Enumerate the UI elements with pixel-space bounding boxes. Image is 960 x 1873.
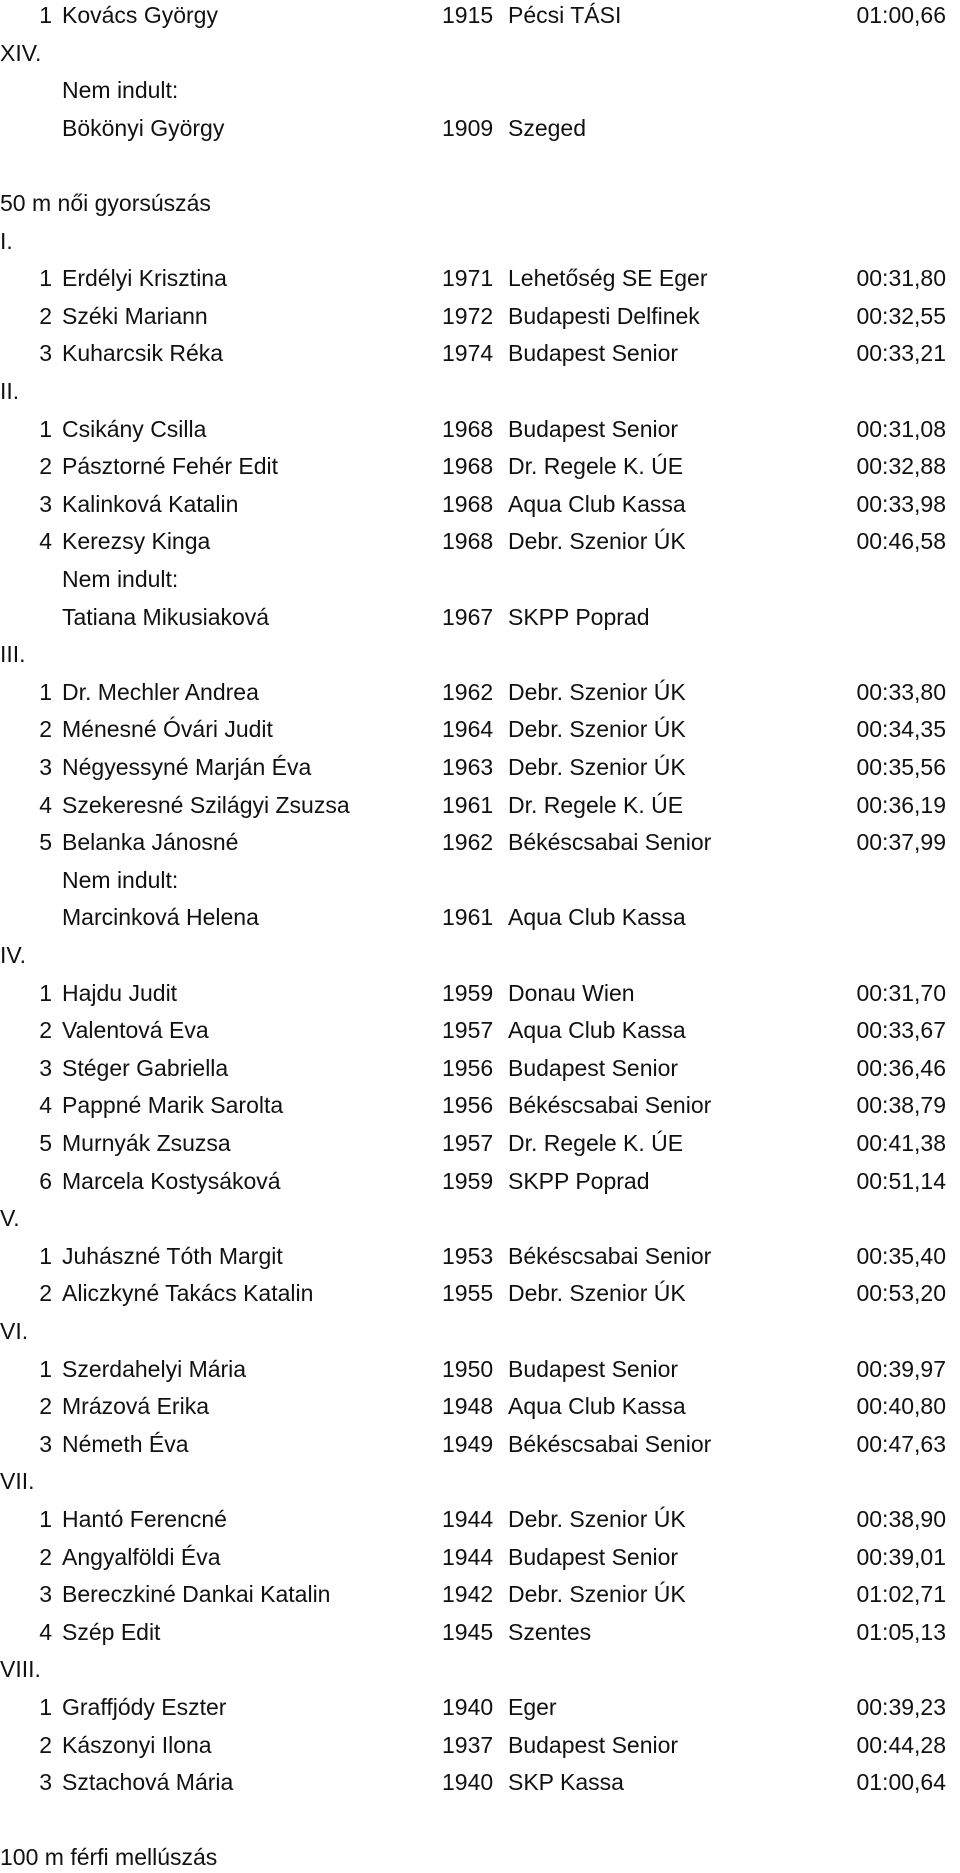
club-name: Debr. Szenior ÚK xyxy=(508,1581,686,1608)
result-time: 00:36,46 xyxy=(856,1054,946,1081)
competitor-name: Kalinková Katalin xyxy=(62,490,239,517)
result-time: 00:33,67 xyxy=(856,1017,946,1044)
birth-year: 1971 xyxy=(442,265,494,292)
result-row xyxy=(0,1616,960,1648)
birth-year: 1961 xyxy=(442,791,494,818)
result-row xyxy=(0,488,960,520)
club-name: Budapest Senior xyxy=(508,1054,679,1081)
competitor-name: Ménesné Óvári Judit xyxy=(62,716,273,743)
club-name: Donau Wien xyxy=(508,979,635,1006)
birth-year: 1959 xyxy=(442,1167,494,1194)
club-name: Dr. Regele K. ÚE xyxy=(508,791,684,818)
age-category-heading xyxy=(0,225,960,257)
did-not-start-note xyxy=(0,74,960,106)
competitor-name: Erdélyi Krisztina xyxy=(62,265,227,292)
competitor-name: Hantó Ferencné xyxy=(62,1506,227,1532)
birth-year: 1940 xyxy=(442,1694,494,1720)
competitor-name: Szép Edit xyxy=(62,1618,161,1645)
competitor-name: Bökönyi György xyxy=(62,114,225,141)
place-cell: 4 xyxy=(39,528,52,555)
club-name: Szeged xyxy=(508,114,587,141)
result-row xyxy=(0,1729,960,1761)
birth-year: 1915 xyxy=(442,2,494,28)
club-name: Budapesti Delfinek xyxy=(508,302,700,329)
place-cell: 3 xyxy=(39,1054,52,1081)
competitor-name: Tatiana Mikusiaková xyxy=(62,603,270,630)
result-time: 01:00,64 xyxy=(856,1769,946,1796)
result-row xyxy=(0,1390,960,1422)
place-cell: 1 xyxy=(39,2,52,28)
club-name: Lehetőség SE Eger xyxy=(508,265,708,292)
place-cell: 2 xyxy=(39,716,52,743)
birth-year: 1953 xyxy=(442,1242,494,1269)
birth-year: 1963 xyxy=(442,754,494,780)
result-time: 00:38,79 xyxy=(856,1092,946,1119)
age-category-label: I. xyxy=(0,227,13,254)
place-cell: 2 xyxy=(39,1731,52,1758)
club-name: Pécsi TÁSI xyxy=(508,2,622,28)
club-name: Debr. Szenior ÚK xyxy=(508,1280,686,1307)
event-heading xyxy=(0,187,960,219)
birth-year: 1937 xyxy=(442,1731,494,1758)
birth-year: 1968 xyxy=(442,415,494,442)
birth-year: 1940 xyxy=(442,1769,494,1796)
age-category-label: III. xyxy=(0,641,26,668)
age-category-label: V. xyxy=(0,1205,20,1232)
result-row xyxy=(0,676,960,708)
result-time: 00:31,70 xyxy=(856,979,946,1006)
birth-year: 1909 xyxy=(442,114,494,141)
birth-year: 1967 xyxy=(442,603,494,630)
age-category-label: VIII. xyxy=(0,1656,41,1683)
club-name: Budapest Senior xyxy=(508,1543,679,1570)
club-name: Budapest Senior xyxy=(508,1731,679,1758)
competitor-name: Kuharcsik Réka xyxy=(62,340,224,367)
competitor-name: Stéger Gabriella xyxy=(62,1054,229,1081)
competitor-name: Kovács György xyxy=(62,2,218,28)
place-cell: 3 xyxy=(39,340,52,367)
competitor-name: Marcela Kostysáková xyxy=(62,1167,281,1194)
age-category-label: VII. xyxy=(0,1468,35,1495)
birth-year: 1968 xyxy=(442,453,494,480)
club-name: SKPP Poprad xyxy=(508,1167,650,1194)
result-row xyxy=(0,1578,960,1610)
birth-year: 1956 xyxy=(442,1054,494,1081)
place-cell: 5 xyxy=(39,829,52,856)
competitor-name: Kászonyi Ilona xyxy=(62,1731,212,1758)
competitor-name: Dr. Mechler Andrea xyxy=(62,678,259,705)
place-cell: 3 xyxy=(39,1581,52,1608)
birth-year: 1944 xyxy=(442,1543,494,1570)
result-row xyxy=(0,601,960,633)
club-name: Debr. Szenior ÚK xyxy=(508,716,686,743)
result-row xyxy=(0,826,960,858)
age-category-heading xyxy=(0,939,960,971)
result-row xyxy=(0,789,960,821)
club-name: Dr. Regele K. ÚE xyxy=(508,1130,684,1156)
result-time: 00:53,20 xyxy=(856,1280,946,1307)
result-time: 01:02,71 xyxy=(856,1581,946,1608)
event-title: 50 m női gyorsúszás xyxy=(0,190,211,216)
age-category-heading xyxy=(0,375,960,407)
result-row xyxy=(0,1541,960,1573)
club-name: Aqua Club Kassa xyxy=(508,1393,686,1420)
result-time: 00:33,98 xyxy=(856,490,946,517)
result-row xyxy=(0,1277,960,1309)
birth-year: 1962 xyxy=(442,829,494,856)
result-row xyxy=(0,1240,960,1272)
result-time: 00:31,08 xyxy=(856,415,946,442)
result-row xyxy=(0,1127,960,1159)
competitor-name: Négyessyné Marján Éva xyxy=(62,754,312,780)
club-name: SKPP Poprad xyxy=(508,603,650,630)
place-cell: 4 xyxy=(39,1092,52,1119)
club-name: Budapest Senior xyxy=(508,415,679,442)
club-name: Debr. Szenior ÚK xyxy=(508,678,686,705)
club-name: Eger xyxy=(508,1694,557,1720)
result-row xyxy=(0,1089,960,1121)
club-name: Aqua Club Kassa xyxy=(508,1017,686,1044)
result-row xyxy=(0,112,960,144)
result-time: 00:34,35 xyxy=(856,716,946,743)
age-category-heading xyxy=(0,1315,960,1347)
place-cell: 1 xyxy=(39,979,52,1006)
birth-year: 1944 xyxy=(442,1506,494,1532)
result-time: 00:35,40 xyxy=(856,1242,946,1269)
club-name: Debr. Szenior ÚK xyxy=(508,1506,686,1532)
result-time: 00:32,55 xyxy=(856,302,946,329)
place-cell: 3 xyxy=(39,1430,52,1457)
result-row xyxy=(0,1691,960,1723)
place-cell: 2 xyxy=(39,1543,52,1570)
result-row xyxy=(0,901,960,933)
birth-year: 1974 xyxy=(442,340,494,367)
place-cell: 1 xyxy=(39,1694,52,1720)
competitor-name: Széki Mariann xyxy=(62,302,208,329)
age-category-heading xyxy=(0,1202,960,1234)
competitor-name: Sztachová Mária xyxy=(62,1769,234,1796)
event-heading xyxy=(0,1841,960,1873)
result-time: 00:33,21 xyxy=(856,340,946,367)
place-cell: 2 xyxy=(39,453,52,480)
result-row xyxy=(0,262,960,294)
club-name: Aqua Club Kassa xyxy=(508,490,686,517)
result-row xyxy=(0,1165,960,1197)
place-cell: 2 xyxy=(39,1017,52,1044)
competitor-name: Graffjódy Eszter xyxy=(62,1694,227,1720)
club-name: Békéscsabai Senior xyxy=(508,1092,712,1119)
result-time: 00:40,80 xyxy=(856,1393,946,1420)
club-name: SKP Kassa xyxy=(508,1769,624,1796)
competitor-name: Juhászné Tóth Margit xyxy=(62,1242,283,1269)
place-cell: 1 xyxy=(39,1242,52,1269)
birth-year: 1948 xyxy=(442,1393,494,1420)
birth-year: 1962 xyxy=(442,678,494,705)
blank-line xyxy=(0,149,960,181)
birth-year: 1955 xyxy=(442,1280,494,1307)
result-row xyxy=(0,977,960,1009)
competitor-name: Kerezsy Kinga xyxy=(62,528,211,555)
result-row xyxy=(0,525,960,557)
result-time: 01:00,66 xyxy=(856,2,946,28)
place-cell: 4 xyxy=(39,791,52,818)
birth-year: 1950 xyxy=(442,1355,494,1382)
result-time: 00:35,56 xyxy=(856,754,946,780)
did-not-start-label: Nem indult: xyxy=(62,866,179,893)
place-cell: 2 xyxy=(39,1393,52,1420)
result-row xyxy=(0,751,960,783)
birth-year: 1964 xyxy=(442,716,494,743)
birth-year: 1968 xyxy=(442,528,494,555)
age-category-heading xyxy=(0,37,960,69)
place-cell: 3 xyxy=(39,490,52,517)
age-category-heading xyxy=(0,638,960,670)
place-cell: 5 xyxy=(39,1130,52,1156)
result-row xyxy=(0,1766,960,1798)
did-not-start-note xyxy=(0,563,960,595)
result-time: 00:39,97 xyxy=(856,1355,946,1382)
age-category-label: XIV. xyxy=(0,39,42,66)
competitor-name: Bereczkiné Dankai Katalin xyxy=(62,1581,331,1608)
result-row xyxy=(0,337,960,369)
place-cell: 1 xyxy=(39,1355,52,1382)
competitor-name: Murnyák Zsuzsa xyxy=(62,1130,231,1156)
place-cell: 2 xyxy=(39,1280,52,1307)
place-cell: 1 xyxy=(39,415,52,442)
competitor-name: Németh Éva xyxy=(62,1430,189,1457)
result-row xyxy=(0,713,960,745)
age-category-heading xyxy=(0,1653,960,1685)
age-category-label: VI. xyxy=(0,1318,29,1344)
competitor-name: Hajdu Judit xyxy=(62,979,178,1006)
blank-line xyxy=(0,1804,960,1836)
competitor-name: Pappné Marik Sarolta xyxy=(62,1092,284,1119)
club-name: Aqua Club Kassa xyxy=(508,904,686,931)
birth-year: 1949 xyxy=(442,1430,494,1457)
club-name: Szentes xyxy=(508,1618,592,1645)
birth-year: 1961 xyxy=(442,904,494,931)
club-name: Békéscsabai Senior xyxy=(508,829,712,856)
result-row xyxy=(0,300,960,332)
result-time: 01:05,13 xyxy=(856,1618,946,1645)
did-not-start-label: Nem indult: xyxy=(62,566,179,592)
birth-year: 1942 xyxy=(442,1581,494,1608)
competitor-name: Mrázová Erika xyxy=(62,1393,209,1420)
result-time: 00:33,80 xyxy=(856,678,946,705)
competitor-name: Belanka Jánosné xyxy=(62,829,239,856)
result-row xyxy=(0,0,960,31)
result-time: 00:39,23 xyxy=(856,1694,946,1720)
result-time: 00:39,01 xyxy=(856,1543,946,1570)
birth-year: 1957 xyxy=(442,1130,494,1156)
result-row xyxy=(0,1428,960,1460)
place-cell: 2 xyxy=(39,302,52,329)
result-time: 00:41,38 xyxy=(856,1130,946,1156)
competitor-name: Szekeresné Szilágyi Zsuzsa xyxy=(62,791,350,818)
club-name: Dr. Regele K. ÚE xyxy=(508,453,684,480)
result-row xyxy=(0,450,960,482)
birth-year: 1972 xyxy=(442,302,494,329)
result-time: 00:32,88 xyxy=(856,453,946,480)
result-row xyxy=(0,1014,960,1046)
place-cell: 6 xyxy=(39,1167,52,1194)
result-time: 00:31,80 xyxy=(856,265,946,292)
competitor-name: Angyalföldi Éva xyxy=(62,1543,221,1570)
birth-year: 1968 xyxy=(442,490,494,517)
place-cell: 3 xyxy=(39,754,52,780)
club-name: Budapest Senior xyxy=(508,340,679,367)
competitor-name: Szerdahelyi Mária xyxy=(62,1355,247,1382)
result-time: 00:44,28 xyxy=(856,1731,946,1758)
age-category-heading xyxy=(0,1465,960,1497)
birth-year: 1959 xyxy=(442,979,494,1006)
age-category-label: IV. xyxy=(0,942,27,968)
club-name: Békéscsabai Senior xyxy=(508,1242,712,1269)
place-cell: 4 xyxy=(39,1618,52,1645)
competitor-name: Valentová Eva xyxy=(62,1017,209,1044)
age-category-label: II. xyxy=(0,378,20,404)
result-row xyxy=(0,413,960,445)
club-name: Budapest Senior xyxy=(508,1355,679,1382)
event-title: 100 m férfi mellúszás xyxy=(0,1844,218,1871)
competitor-name: Marcinková Helena xyxy=(62,904,259,931)
did-not-start-label: Nem indult: xyxy=(62,77,179,104)
competitor-name: Csikány Csilla xyxy=(62,415,207,442)
place-cell: 1 xyxy=(39,1506,52,1532)
competitor-name: Aliczkyné Takács Katalin xyxy=(62,1280,314,1307)
result-row xyxy=(0,1052,960,1084)
result-time: 00:51,14 xyxy=(856,1167,946,1194)
result-row xyxy=(0,1503,960,1535)
result-row xyxy=(0,1353,960,1385)
result-time: 00:46,58 xyxy=(856,528,946,555)
club-name: Debr. Szenior ÚK xyxy=(508,754,686,780)
result-time: 00:36,19 xyxy=(856,791,946,818)
result-time: 00:37,99 xyxy=(856,829,946,856)
did-not-start-note xyxy=(0,864,960,896)
birth-year: 1956 xyxy=(442,1092,494,1119)
result-time: 00:38,90 xyxy=(856,1506,946,1532)
place-cell: 1 xyxy=(39,265,52,292)
place-cell: 1 xyxy=(39,678,52,705)
place-cell: 3 xyxy=(39,1769,52,1796)
birth-year: 1957 xyxy=(442,1017,494,1044)
result-time: 00:47,63 xyxy=(856,1430,946,1457)
club-name: Debr. Szenior ÚK xyxy=(508,528,686,555)
club-name: Békéscsabai Senior xyxy=(508,1430,712,1457)
competitor-name: Pásztorné Fehér Edit xyxy=(62,453,279,480)
birth-year: 1945 xyxy=(442,1618,494,1645)
